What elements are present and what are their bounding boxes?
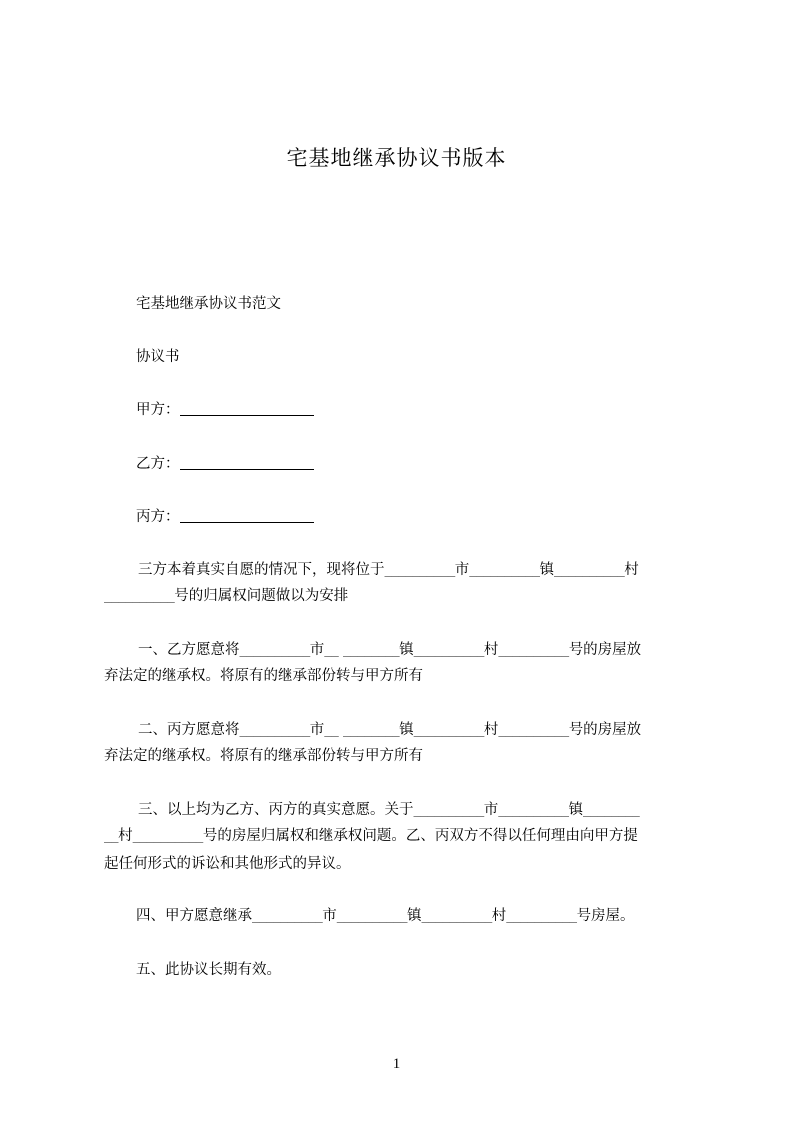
item-4: 四、甲方愿意继承__________市__________镇__________村__________号房屋。 <box>136 908 635 924</box>
item-1-line-1: 一、乙方愿意将__________市__ ________镇__________村__________号的房屋放 <box>138 642 642 658</box>
intro-line-2: __________号的归属权问题做以为安排 <box>104 588 349 604</box>
document-title: 宅基地继承协议书版本 <box>286 146 507 170</box>
item-2-line-2: 弃法定的继承权。将原有的继承部份转与甲方所有 <box>104 748 423 764</box>
party-b-row <box>136 452 314 473</box>
document-subtitle: 宅基地继承协议书范文 <box>136 296 281 312</box>
item-3-line-3: 起任何形式的诉讼和其他形式的异议。 <box>104 856 351 872</box>
party-b-blank[interactable] <box>180 455 314 470</box>
item-5: 五、此协议长期有效。 <box>136 962 281 978</box>
party-b-label: 乙方： <box>136 456 180 472</box>
item-1-line-2: 弃法定的继承权。将原有的继承部份转与甲方所有 <box>104 668 423 684</box>
party-c-blank[interactable] <box>180 508 314 523</box>
party-a-blank[interactable] <box>180 401 314 416</box>
intro-line-1: 三方本着真实自愿的情况下，现将位于__________市__________镇__________村 <box>138 562 639 578</box>
agreement-heading: 协议书 <box>136 349 180 365</box>
item-3-line-2: __村__________号的房屋归属权和继承权问题。乙、丙双方不得以任何理由向甲方提 <box>104 828 638 844</box>
party-c-row <box>136 505 314 526</box>
item-3-line-1: 三、以上均为乙方、丙方的真实意愿。关于__________市__________镇________ <box>138 802 640 818</box>
page-number: 1 <box>392 1056 401 1072</box>
party-a-row <box>136 398 314 419</box>
party-a-label: 甲方： <box>136 402 180 418</box>
item-2-line-1: 二、丙方愿意将__________市__ ________镇__________村__________号的房屋放 <box>138 722 642 738</box>
party-c-label: 丙方： <box>136 509 180 525</box>
